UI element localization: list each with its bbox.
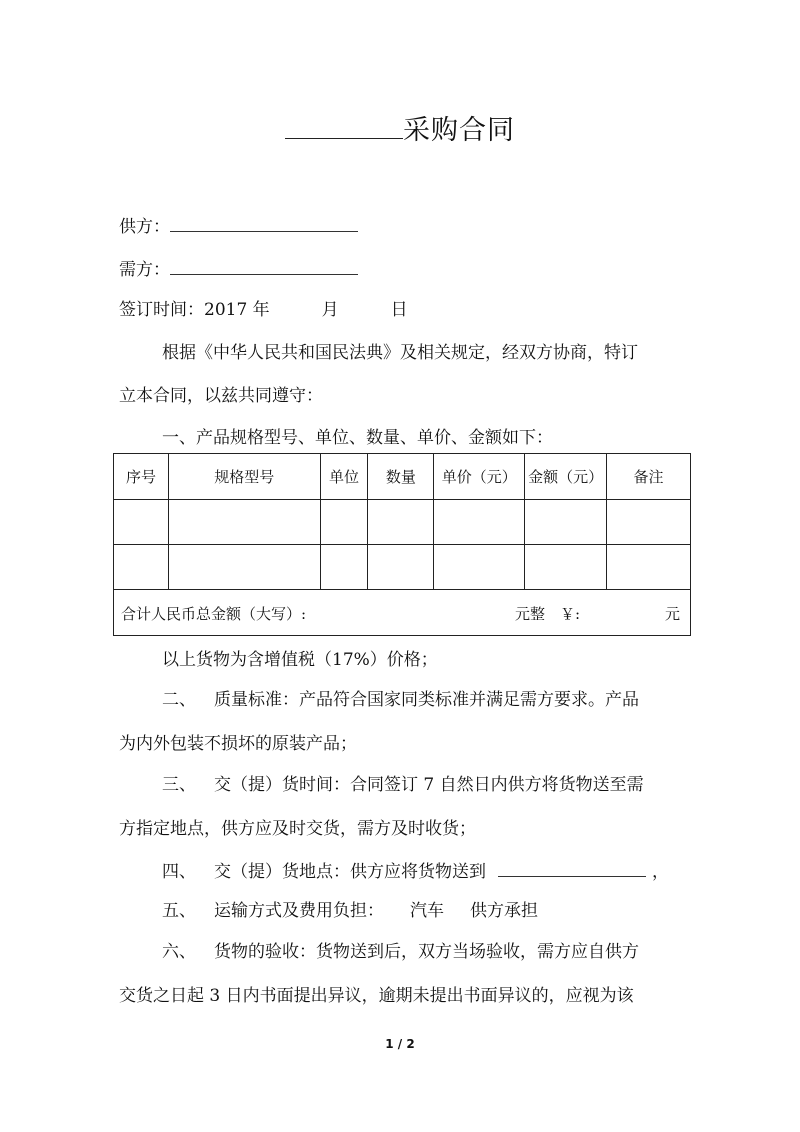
total-yuan-label: 元整 [515,605,546,623]
table-cell [434,545,525,590]
table-cell [607,545,691,590]
table-row [114,500,691,545]
table-cell [168,500,320,545]
header-cell: 规格型号 [168,454,320,500]
document-title [0,108,800,147]
table-cell [320,500,368,545]
sign-date-label: 签订时间：2017 年 [119,300,270,320]
buyer-blank [170,258,358,275]
section-2-line-1 [162,690,639,710]
header-cell: 序号 [114,454,169,500]
sign-date-line [119,300,408,320]
total-amount-label: 合计人民币总金额（大写）: [121,605,307,623]
header-cell: 单位 [320,454,368,500]
sign-date-day: 日 [390,300,408,320]
header-cell: 单价（元） [434,454,525,500]
supplier-blank [170,215,358,232]
header-cell: 数量 [368,454,434,500]
section-4-end: ， [652,862,669,882]
section-5-line [162,901,538,921]
buyer-line [119,258,358,280]
title-blank-line [285,110,403,139]
section-4-line [162,860,669,882]
table-cell [368,545,434,590]
section-5-text: 运输方式及费用负担： [214,901,384,921]
sign-date-month: 月 [321,300,339,320]
header-cell: 金额（元） [525,454,607,500]
section-6-text: 货物的验收：货物送到后，双方当场验收，需方应自供方 [214,942,639,962]
table-cell [368,500,434,545]
table-cell [525,545,607,590]
section-2-number: 二、 [162,690,196,710]
table-cell [434,500,525,545]
table-total-row [114,590,691,636]
total-currency-symbol: ￥: [560,605,581,623]
section-2-line-2: 为内外包装不损坏的原装产品； [119,734,357,754]
section-3-line-1 [162,775,644,795]
total-unit: 元 [664,605,680,623]
section-6-line-1 [162,942,639,962]
table-cell [114,545,169,590]
delivery-location-blank [498,860,646,877]
cost-payer: 供方承担 [470,901,538,921]
table-header-row [114,454,691,500]
buyer-label: 需方： [119,260,170,280]
section-1-heading: 一、产品规格型号、单位、数量、单价、金额如下： [162,428,553,448]
total-cell [114,590,691,636]
table-cell [607,500,691,545]
preamble-line-2: 立本合同，以兹共同遵守： [119,386,323,406]
section-4-number: 四、 [162,862,196,882]
header-cell: 备注 [607,454,691,500]
section-3-line-2: 方指定地点，供方应及时交货，需方及时收货； [119,819,476,839]
section-3-text: 交（提）货时间：合同签订 7 自然日内供方将货物送至需 [214,775,644,795]
product-spec-table [113,453,691,636]
section-3-number: 三、 [162,775,196,795]
tax-note: 以上货物为含增值税（17%）价格； [162,650,438,670]
section-6-number: 六、 [162,942,196,962]
supplier-label: 供方： [119,217,170,237]
supplier-line [119,215,358,237]
table-cell [320,545,368,590]
section-6-line-2: 交货之日起 3 日内书面提出异议，逾期未提出书面异议的，应视为该 [119,986,634,1006]
table-cell [168,545,320,590]
page-number: 1 / 2 [385,1037,415,1051]
title-text: 采购合同 [403,115,515,146]
table-cell [525,500,607,545]
table-cell [114,500,169,545]
transport-mode: 汽车 [410,901,444,921]
section-2-text: 质量标准：产品符合国家同类标准并满足需方要求。产品 [214,690,639,710]
section-4-text: 交（提）货地点：供方应将货物送到 [214,862,486,882]
preamble-line-1: 根据《中华人民共和国民法典》及相关规定，经双方协商，特订 [162,343,638,363]
table-row [114,545,691,590]
section-5-number: 五、 [162,901,196,921]
